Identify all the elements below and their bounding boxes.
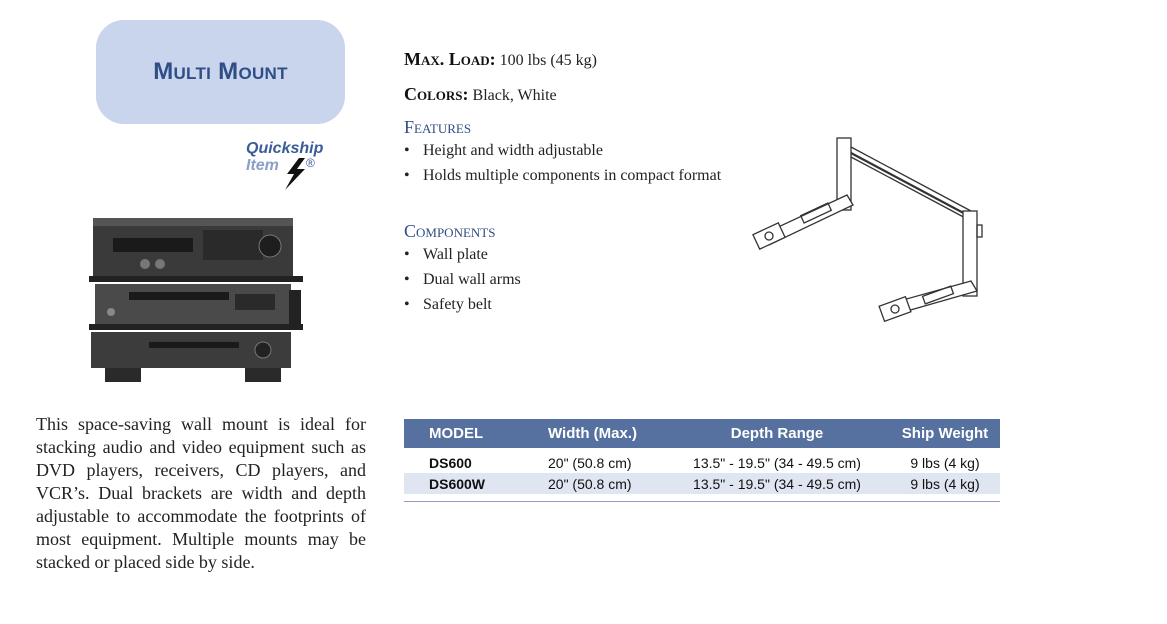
features-list <box>404 138 724 187</box>
list-item: • Safety belt <box>404 292 644 317</box>
cell-width: 20" (50.8 cm) <box>548 454 632 471</box>
max-load-line <box>404 49 597 70</box>
column-header-depth: Depth Range <box>664 419 890 448</box>
cell-weight: 9 lbs (4 kg) <box>890 473 1000 494</box>
list-item: • Height and width adjustable <box>404 138 724 163</box>
table-header-row <box>404 419 1000 448</box>
stereo-stack-photo <box>85 208 305 388</box>
components-heading: Components <box>404 221 496 241</box>
list-item: • Holds multiple components in compact format <box>404 164 724 187</box>
colors-line <box>404 84 557 105</box>
cell-model: DS600 <box>429 454 472 471</box>
cell-weight: 9 lbs (4 kg) <box>910 454 980 471</box>
max-load-label: Max. Load: <box>404 49 496 69</box>
cell-width: 20" (50.8 cm) <box>526 473 664 494</box>
quickship-line1: Quickship <box>246 140 324 157</box>
table-bottom-rule <box>404 501 1000 502</box>
features-heading: Features <box>404 117 472 137</box>
title-badge <box>96 20 345 124</box>
table-row <box>404 473 1000 494</box>
mount-diagram <box>745 133 995 328</box>
list-item: • Dual wall arms <box>404 267 644 292</box>
cell-depth: 13.5" - 19.5" (34 - 49.5 cm) <box>693 454 861 471</box>
lightning-bolt-icon <box>283 158 307 190</box>
quickship-line2: Item <box>246 157 279 174</box>
page-title: Multi Mount <box>153 58 288 85</box>
cell-model: DS600W <box>404 473 526 494</box>
table-row <box>404 448 1000 473</box>
max-load-value: 100 lbs (45 kg) <box>499 52 597 69</box>
colors-value: Black, White <box>472 87 557 104</box>
column-header-weight: Ship Weight <box>890 419 1000 448</box>
column-header-model: MODEL <box>404 419 526 448</box>
column-header-width: Width (Max.) <box>526 419 664 448</box>
colors-label: Colors: <box>404 84 469 104</box>
product-description: This space-saving wall mount is ideal for stacking audio and video equipment such as DVD players, receivers, CD players, and VCR’s. Dual brackets are width and depth adjustable to accommodate the footprints of most equipment. Multiple mounts may be stacked or placed side by side. <box>36 414 366 572</box>
registered-mark: ® <box>306 156 315 170</box>
list-item: • Wall plate <box>404 242 644 267</box>
cell-depth: 13.5" - 19.5" (34 - 49.5 cm) <box>664 473 890 494</box>
components-list <box>404 242 644 317</box>
spec-table <box>404 419 1000 494</box>
